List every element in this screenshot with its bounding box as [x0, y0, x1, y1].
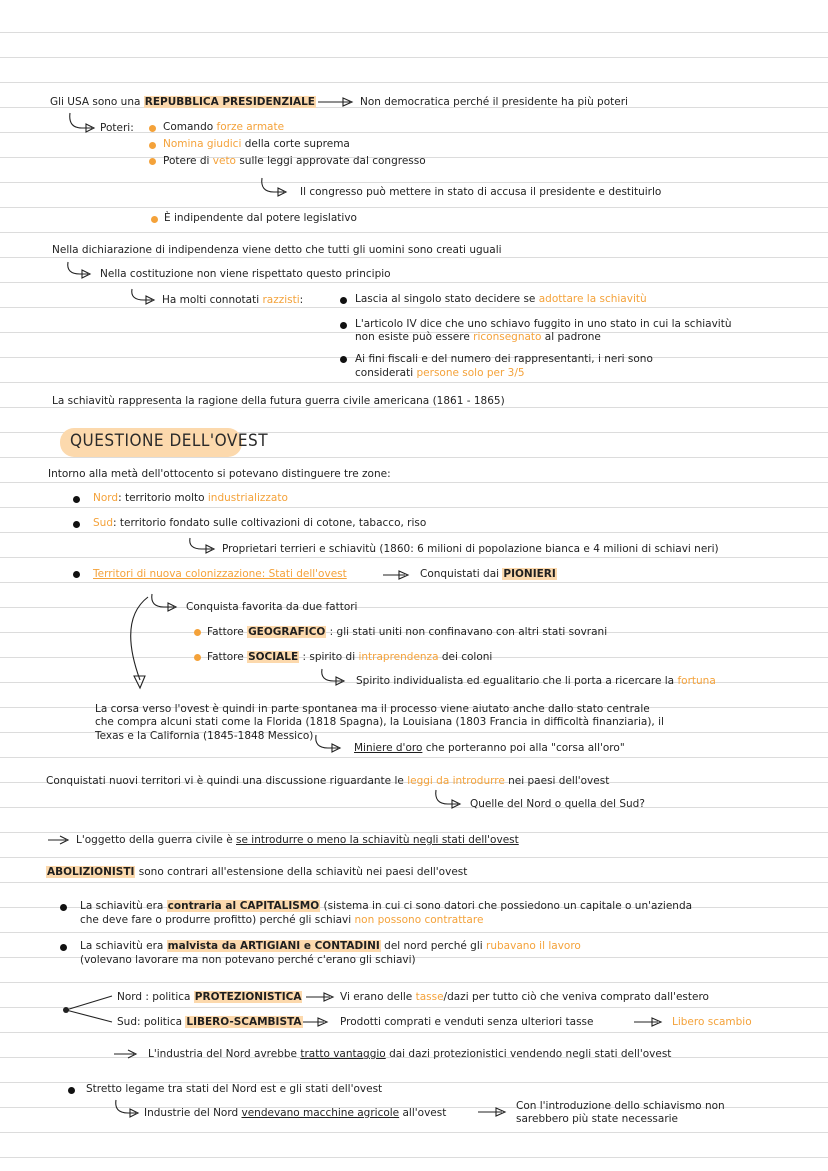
libero-scambio: Libero scambio — [672, 1016, 752, 1028]
corsa-l1: La corsa verso l'ovest è quindi in parte spontanea ma il processo viene aiutato anche dallo stato centrale — [95, 703, 650, 715]
potere-3: Potere di veto sulle leggi approvate dal congresso — [163, 155, 426, 167]
fattore-sociale: Fattore SOCIALE : spirito di intraprendenza dei coloni — [207, 651, 493, 663]
bullet-icon — [340, 356, 347, 363]
oggetto-guerra: L'oggetto della guerra civile è se introdurre o meno la schiavitù negli stati dell'ovest — [76, 834, 519, 846]
bullet-icon — [194, 629, 201, 636]
bullet-icon — [73, 571, 80, 578]
razz-b3b: considerati persone solo per 3/5 — [355, 367, 525, 379]
potere-3-sub: Il congresso può mettere in stato di accusa il presidente e destituirlo — [300, 186, 662, 198]
legame-result-1: Con l'introduzione dello schiavismo non — [516, 1100, 725, 1112]
capitalismo-l2: che deve fare o produrre profitto) perché gli schiavi non possono contrattare — [80, 914, 484, 926]
fattore-sociale-sub: Spirito individualista ed egualitario che li porta a ricercare la fortuna — [356, 675, 716, 687]
potere-2: Nomina giudici della corte suprema — [163, 138, 350, 150]
zona-ovest: Territori di nuova colonizzazione: Stati dell'ovest — [93, 568, 347, 580]
politica-sud-desc: Prodotti comprati e venduti senza ulteriori tasse — [340, 1016, 594, 1028]
capitalismo-l1: La schiavitù era contraria al CAPITALISMO (sistema in cui ci sono datori che possiedono un capitale o un'azienda — [80, 900, 693, 912]
bullet-icon — [68, 1087, 75, 1094]
fattore-geo: Fattore GEOGRAFICO : gli stati uniti non confinavano con altri stati sovrani — [207, 626, 608, 638]
non-democratica: Non democratica perché il presidente ha più poteri — [360, 96, 628, 108]
politica-nord: Nord : politica PROTEZIONISTICA — [117, 991, 302, 1003]
razz-b2b: non esiste può essere riconsegnato al padrone — [355, 331, 601, 343]
bullet-icon — [151, 216, 158, 223]
corsa-l3: Texas e la California (1845-1848 Messico) — [95, 730, 314, 742]
bullet-icon — [60, 944, 67, 951]
miniere: Miniere d'oro che porteranno poi alla "corsa all'oro" — [354, 742, 625, 754]
poteri-label: Poteri: — [100, 122, 134, 134]
legame: Stretto legame tra stati del Nord est e gli stati dell'ovest — [86, 1083, 383, 1095]
guerra-civile: La schiavitù rappresenta la ragione della futura guerra civile americana (1861 - 1865) — [52, 395, 505, 407]
artigiani-l1: La schiavitù era malvista da ARTIGIANI e CONTADINI del nord perché gli rubavano il lavoro — [80, 940, 581, 952]
razz-b1: Lascia al singolo stato decidere se adottare la schiavitù — [355, 293, 647, 305]
zone-intro: Intorno alla metà dell'ottocento si potevano distinguere tre zone: — [48, 468, 391, 480]
bullet-icon — [73, 521, 80, 528]
zona-sud: Sud: territorio fondato sulle coltivazioni di cotone, tabacco, riso — [93, 517, 427, 529]
usa-line: Gli USA sono una REPUBBLICA PRESIDENZIALE — [50, 96, 315, 108]
bullet-icon — [340, 322, 347, 329]
legame-result-2: sarebbero più state necessarie — [516, 1113, 679, 1125]
abolizionisti: ABOLIZIONISTI sono contrari all'estensione della schiavitù nei paesi dell'ovest — [47, 866, 468, 878]
artigiani-l2: (volevano lavorare ma non potevano perché c'erano gli schiavi) — [80, 954, 416, 966]
zona-sud-sub: Proprietari terrieri e schiavitù (1860: 6 milioni di popolazione bianca e 4 milioni di schiavi neri) — [222, 543, 719, 555]
costituzione: Nella costituzione non viene rispettato questo principio — [100, 268, 391, 280]
leggi: Conquistati nuovi territori vi è quindi una discussione riguardante le leggi da introdurre nei paesi dell'ovest — [46, 775, 610, 787]
bullet-icon — [73, 496, 80, 503]
section-title: QUESTIONE DELL'OVEST — [70, 431, 269, 451]
legame-sub: Industrie del Nord vendevano macchine agricole all'ovest — [144, 1107, 447, 1119]
politica-nord-desc: Vi erano delle tasse/dazi per tutto ciò che veniva comprato dall'estero — [340, 991, 709, 1003]
dichiarazione: Nella dichiarazione di indipendenza viene detto che tutti gli uomini sono creati uguali — [52, 244, 502, 256]
razz-b3a: Ai fini fiscali e del numero dei rappresentanti, i neri sono — [355, 353, 653, 365]
politica-sud: Sud: politica LIBERO-SCAMBISTA — [117, 1016, 302, 1028]
potere-4: È indipendente dal potere legislativo — [164, 212, 357, 224]
leggi-sub: Quelle del Nord o quella del Sud? — [470, 798, 645, 810]
bullet-icon — [340, 297, 347, 304]
potere-1: Comando forze armate — [163, 121, 285, 133]
zona-nord: Nord: territorio molto industrializzato — [93, 492, 288, 504]
industria-nord: L'industria del Nord avrebbe tratto vantaggio dai dazi protezionistici vendendo negli stati dell'ovest — [148, 1048, 672, 1060]
bullet-icon — [194, 654, 201, 661]
razzisti: Ha molti connotati razzisti: — [162, 294, 304, 306]
corsa-l2: che compra alcuni stati come la Florida (1818 Spagna), la Louisiana (1803 Francia in difficoltà finanziaria), il — [95, 716, 664, 728]
razz-b2a: L'articolo IV dice che uno schiavo fuggito in uno stato in cui la schiavitù — [355, 318, 732, 330]
fattori-intro: Conquista favorita da due fattori — [186, 601, 358, 613]
bullet-icon — [149, 142, 156, 149]
bullet-icon — [149, 158, 156, 165]
bullet-icon — [60, 904, 67, 911]
bullet-icon — [149, 125, 156, 132]
pionieri: Conquistati dai PIONIERI — [420, 568, 556, 580]
